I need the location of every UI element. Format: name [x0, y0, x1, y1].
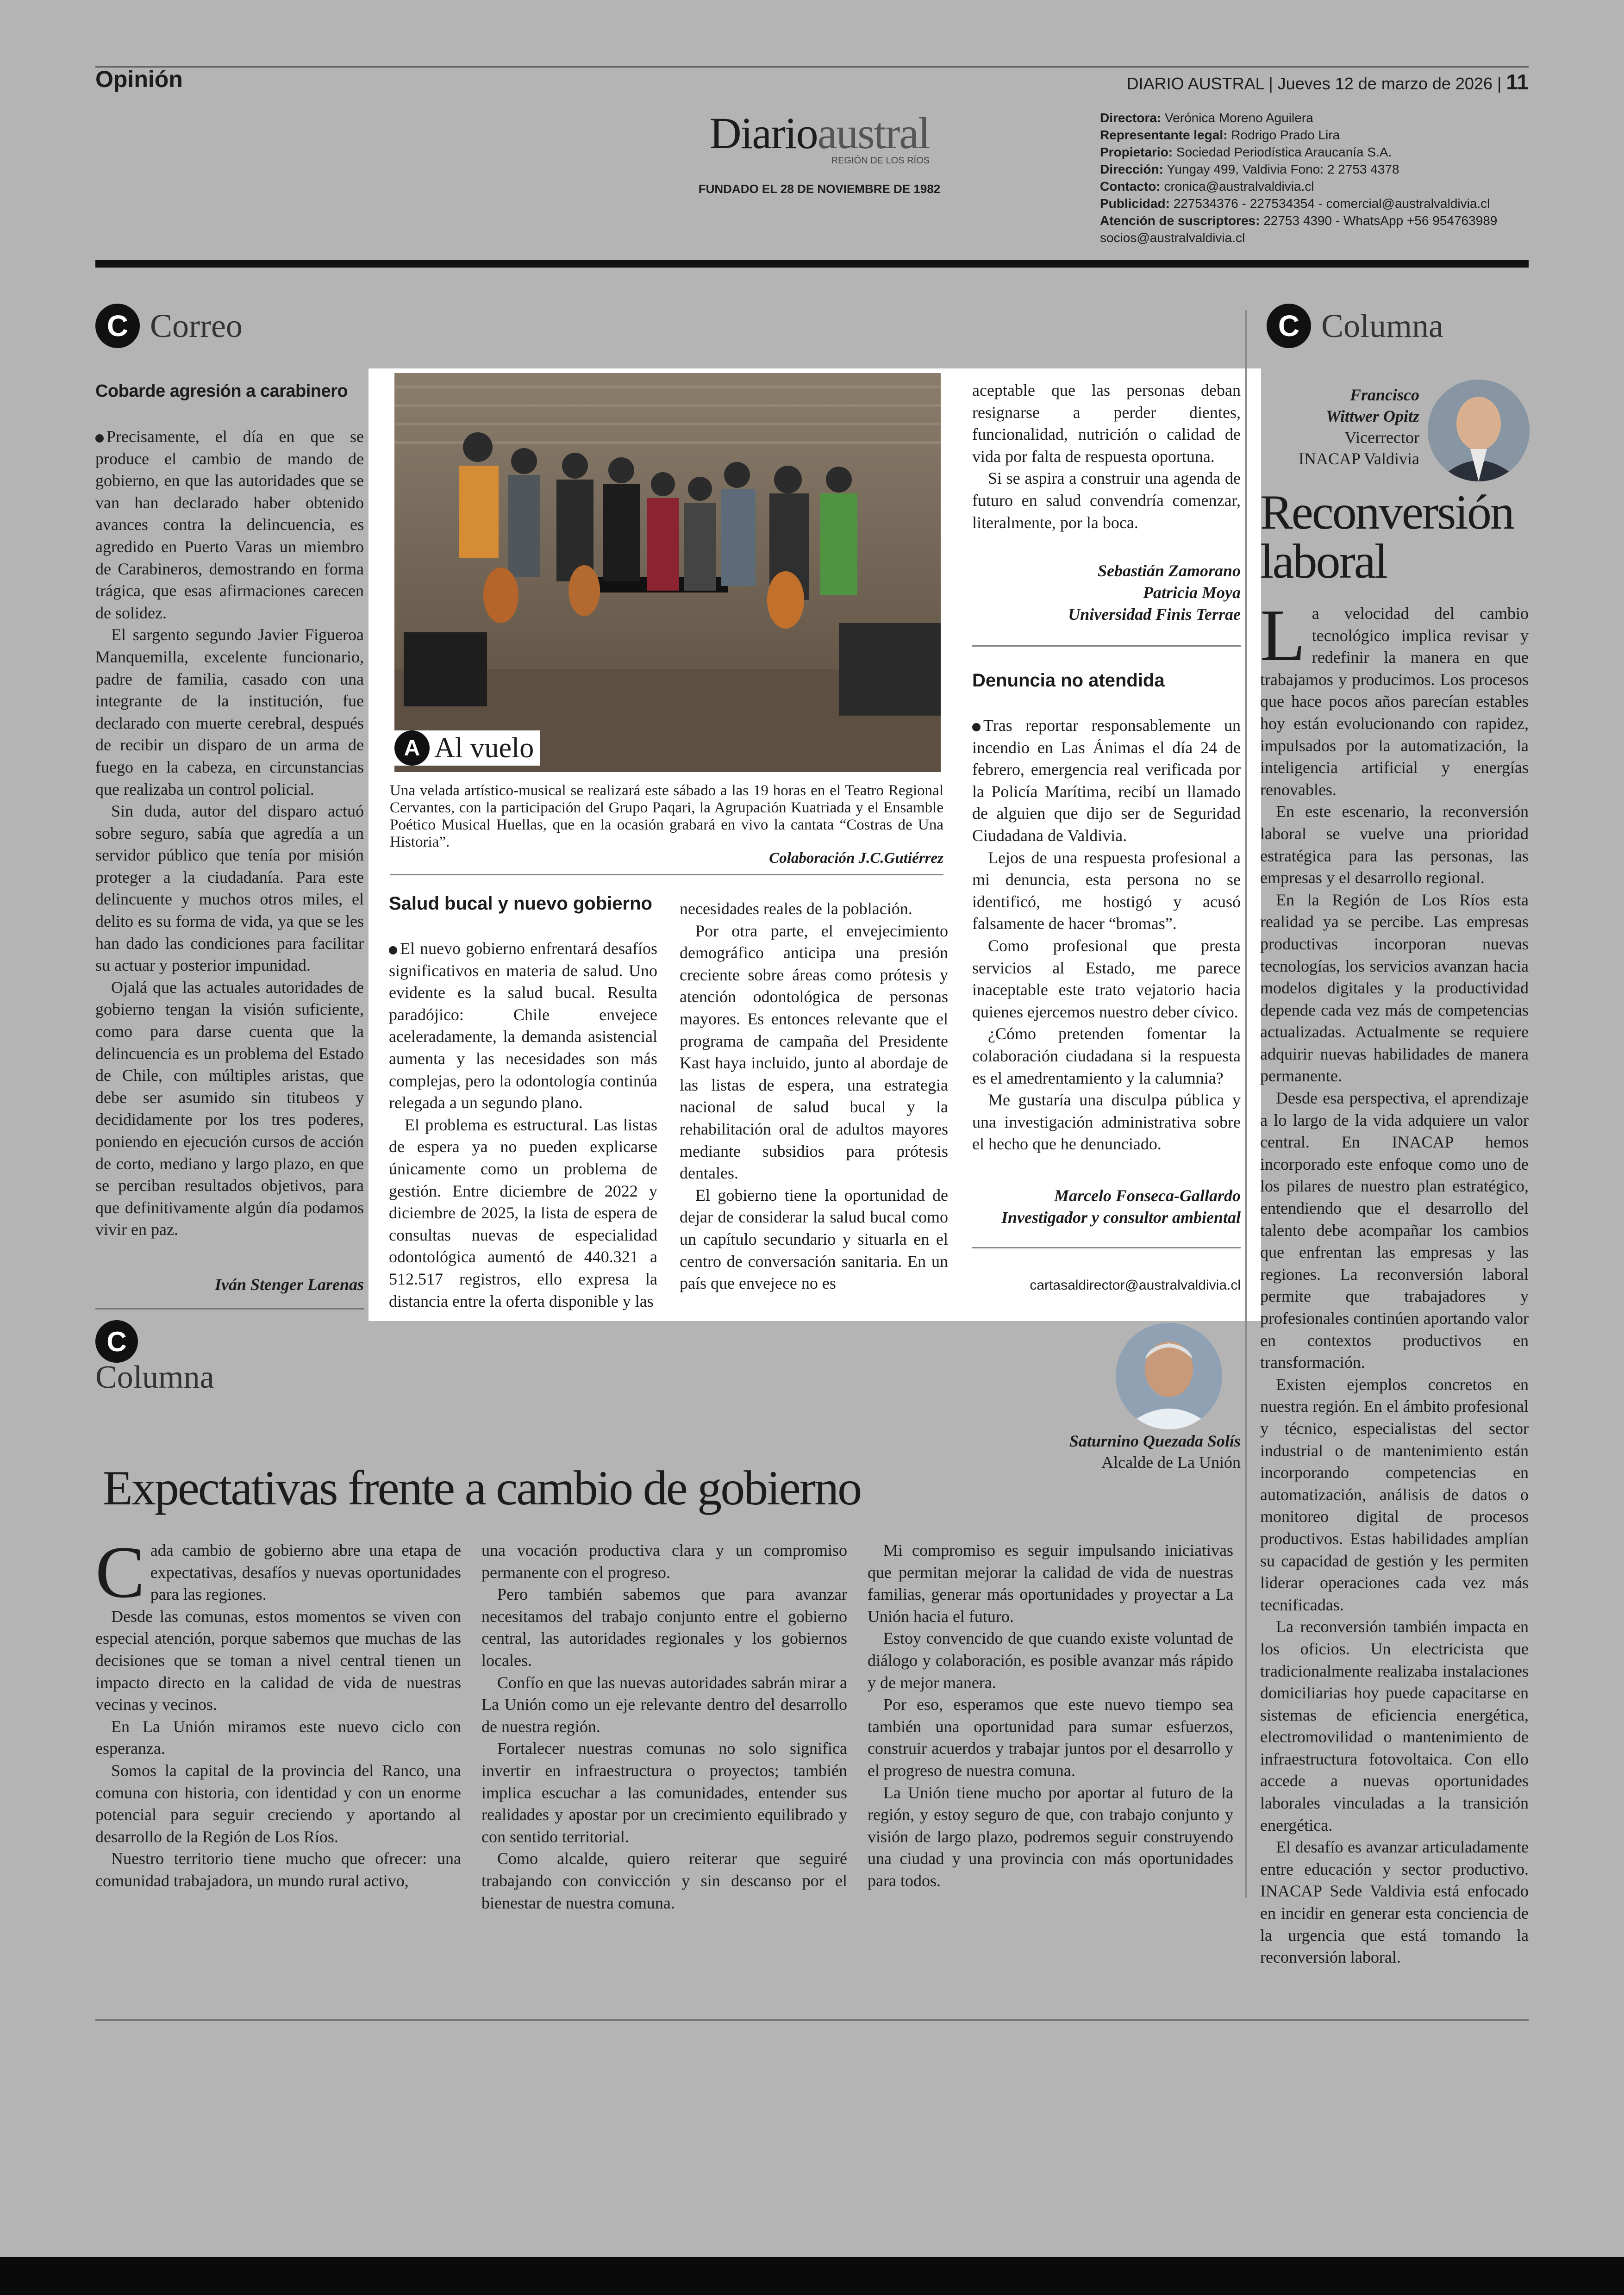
paragraph: Pero también sabemos que para avanzar necesitamos del trabajo conjunto entre el gobierno central, las autoridades regionales y los gobiernos locales.	[481, 1585, 847, 1670]
paragraph: ¿Cómo pretenden fomentar la colaboración ciudadana si la respuesta es el amedrentamiento y la calumnia?	[972, 1024, 1241, 1087]
letter1-signature: Iván Stenger Larenas	[214, 1275, 364, 1294]
columna-bottom-col1	[95, 1531, 461, 1892]
divider	[390, 874, 943, 875]
paragraph: El gobierno tiene la oportunidad de dejar de considerar la salud bucal como un capítulo secundario y situarla en el centro de conversación sanitaria. En un país que envejece no es	[680, 1185, 948, 1293]
paragraph: Tras reportar responsablemente un incendio en Las Ánimas el día 24 de febrero, emergencia real verificada por la Policía Marítima, recibí un llamado de alguien que dijo ser de Seguridad Ciudadana de Valdivia.	[972, 716, 1241, 845]
paragraph: La Unión tiene mucho por aportar al futuro de la región, y estoy seguro de que, con trabajo conjunto y visión de largo plazo, podremos seguir construyendo una ciudad y una provincia con más oportunidades para todos.	[868, 1783, 1233, 1890]
paragraph: Como profesional que presta servicios al Estado, me parece inaceptable este trato vejatorio hacia quienes ejercemos nuestro deber cívico.	[972, 936, 1241, 1021]
paragraph: El desafío es avanzar articuladamente entre educación y sector productivo. INACAP Sede Valdivia está enfocado en incidir en generar esta conciencia de la urgencia que está tomando la reconversión laboral.	[1260, 1838, 1529, 1967]
author-role: Alcalde de La Unión	[1101, 1453, 1241, 1472]
masthead	[1100, 109, 1497, 246]
photo-label	[394, 730, 540, 766]
letter2-signature: Sebastián Zamorano Patricia Moya Universidad Finis Terrae	[1068, 561, 1241, 624]
photo-label-text: Al vuelo	[434, 732, 534, 764]
paragraph: Si se aspira a construir una agenda de futuro en salud convendría comenzar, literalmente, por la boca.	[972, 469, 1241, 532]
letter3-signature: Marcelo Fonseca-Gallardo Investigador y consultor ambiental	[1001, 1186, 1241, 1227]
columna-bottom-col2	[481, 1540, 847, 1914]
columna-bottom-label: Columna	[95, 1360, 214, 1395]
paragraph: Como alcalde, quiero reiterar que seguiré trabajando con convicción y sin descanso por el bienestar de nuestra comuna.	[481, 1849, 847, 1912]
divider	[972, 1247, 1241, 1248]
columna-right-body	[1260, 594, 1529, 1969]
columna-bottom-title: Expectativas frente a cambio de gobierno	[103, 1461, 861, 1515]
letter1-body	[95, 426, 364, 1241]
paragraph: Ojalá que las actuales autoridades de gobierno tengan la visión suficiente, como para darse cuenta que la delincuencia es un problema del Estado de Chile, con múltiples aristas, que debe ser asumido sin titubeos y decididamente por los tres poderes, poniendo en ejecución cursos de acción de corto, mediano y largo plazo, en que se perciban resultados objetivos, para que definitivamente algún día podamos vivir en paz.	[95, 978, 364, 1239]
paragraph: Desde esa perspectiva, el aprendizaje a lo largo de la vida adquiere un valor central. En INACAP hemos incorporado este enfoque como uno de los pilares de nuestro plan estratégico, entendiendo que el desarrollo del talento debe acompañar los cambios que enfrentan las empresas y las regiones. La reconversión laboral permite que trabajadores y profesionales continúen aportando valor en contextos productivos en transformación.	[1260, 1089, 1529, 1372]
paragraph: Nuestro territorio tiene mucho que ofrecer: una comunidad trabajadora, un mundo rural activo,	[95, 1849, 461, 1890]
paragraph: Sin duda, autor del disparo actuó sobre seguro, sabía que agredía a un servidor público que tenía por misión proteger a la ciudadanía. Para este delincuente y muchos otros miles, el delito es su forma de vida, ya que se les han dado las condiciones para facilitar su actuar y posterior impunidad.	[95, 802, 364, 975]
author-last-name: Wittwer Opitz	[1326, 407, 1419, 425]
header-thick-rule	[95, 260, 1529, 268]
divider	[95, 1308, 364, 1310]
photo-caption: Una velada artístico-musical se realizará este sábado a las 19 horas en el Teatro Regional Cervantes, con la participación del Grupo Paqari, la Agrupación Kuatriada y el Ensamble Poético Musical Huellas, que en la ocasión grabará en vivo la cantata “Costras de Una Historia”.	[390, 782, 943, 850]
masthead-row: Propietario: Sociedad Periodística Araucanía S.A.	[1100, 145, 1392, 159]
paragraph: Me gustaría una disculpa pública y una investigación administrativa sobre el hecho que he denunciado.	[972, 1091, 1241, 1154]
masthead-row: Publicidad: 227534376 - 227534354 - comercial@australvaldivia.cl	[1100, 196, 1490, 211]
paper-date: DIARIO AUSTRAL | Jueves 12 de marzo de 2026 |	[1126, 74, 1502, 93]
paper-meta	[1127, 69, 1529, 94]
letter1-title: Cobarde agresión a carabinero	[95, 381, 348, 401]
logo-main: Diario	[709, 108, 818, 158]
paragraph: una vocación productiva clara y un compromiso permanente con el progreso.	[481, 1541, 847, 1582]
section-badge: C	[95, 304, 140, 348]
author-institution: INACAP Valdivia	[1299, 449, 1419, 468]
column-divider	[1245, 310, 1247, 1898]
bullet-icon	[389, 946, 397, 954]
author-first-name: Francisco	[1349, 386, 1419, 404]
paragraph: necesidades reales de la población.	[680, 899, 912, 918]
page-number: 11	[1506, 70, 1529, 94]
logo	[671, 108, 968, 196]
paragraph: Por otra parte, el envejecimiento demográfico anticipa una presión creciente sobre áreas como prótesis y atención odontológica de personas mayores. Es entonces relevante que el programa de campaña del Presidente Kast haya incluido, junto al abordaje de las listas de espera, una estrategia nacional de salud bucal y la rehabilitación oral de adultos mayores mediante subsidios para prótesis dentales.	[680, 921, 948, 1183]
columna-bottom-col3	[868, 1540, 1233, 1892]
group-photo-image	[394, 373, 941, 772]
paragraph: Confío en que las nuevas autoridades sabrán mirar a La Unión como un eje relevante dentro del desarrollo de nuestra región.	[481, 1673, 847, 1736]
paragraph: Mi compromiso es seguir impulsando iniciativas que permitan mejorar la calidad de vida de nuestras familias, generar más oportunidades y proyectar a La Unión hacia el futuro.	[868, 1541, 1233, 1626]
letter2-col2	[680, 898, 948, 1295]
author-portrait-image	[1428, 380, 1530, 481]
paragraph: Existen ejemplos concretos en nuestra región. En el ámbito profesional y técnico, especialistas del sector industrial o de mantenimiento están incorporando competencias en automatización, análisis de datos o monitoreo digital de procesos productivos. Estas habilidades amplían su capacidad de gestión y les permiten liderar operaciones cada vez más tecnificadas.	[1260, 1375, 1529, 1614]
paragraph: aceptable que las personas deban resignarse a perder dientes, funcionalidad, nutrición o calidad de vida por falta de respuesta oportuna.	[972, 381, 1241, 466]
paragraph: En la Región de Los Ríos esta realidad ya se percibe. Las empresas productivas incorporan nuevas tecnologías, los servicios avanzan hacia modelos digitales y la productividad depende cada vez más de competencias actualizadas. Actualmente se requiere adquirir nuevas habilidades de manera permanente.	[1260, 890, 1529, 1085]
letter3-body	[972, 715, 1241, 1155]
paragraph: Estoy convencido de que cuando existe voluntad de diálogo y colaboración, es posible avanzar más rápido y de mejor manera.	[868, 1629, 1233, 1692]
paragraph: La reconversión también impacta en los oficios. Un electricista que tradicionalmente realizaba instalaciones domiciliarias hoy puede capacitarse en sistemas de eficiencia energética, electromovilidad o mantenimiento de infraestructura fotovoltaica. Con ello accede a nuevas oportunidades laborales vinculadas a la transición energética.	[1260, 1617, 1529, 1834]
paragraph: Desde las comunas, estos momentos se viven con especial atención, porque sabemos que muchas de las decisiones que se toman a nivel central tienen un impacto directo en la calidad de vida de nuestras vecinas y vecinos.	[95, 1607, 461, 1714]
letter3-title: Denuncia no atendida	[972, 670, 1165, 691]
photo-badge: A	[394, 730, 430, 766]
columna-right-header	[1267, 304, 1443, 348]
author-avatar	[1428, 380, 1530, 481]
paragraph: El sargento segundo Javier Figueroa Manquemilla, excelente funcionario, padre de familia, casado con una integrante de la institución, fue declarado con muerte cerebral, después de recibir un disparo de un arma de fuego en la cabeza, en circunstancias que realizaba un control policial.	[95, 625, 364, 798]
paragraph: En La Unión miramos este nuevo ciclo con esperanza.	[95, 1717, 461, 1758]
divider	[972, 645, 1241, 647]
letter2-title: Salud bucal y nuevo gobierno	[389, 893, 652, 914]
correo-header	[95, 304, 243, 348]
logo-sub: REGIÓN DE LOS RÍOS	[831, 156, 930, 166]
author-role: Vicerrector	[1344, 428, 1419, 447]
paragraph: El problema es estructural. Las listas de espera ya no pueden explicarse únicamente como un problema de gestión. Entre diciembre de 2022 y diciembre de 2025, la lista de espera de consultas nuevas de especialidad odontológica aumentó de 440.321 a 512.517 registros, ello expresa la distancia entre la oferta disponible y las	[389, 1115, 657, 1310]
correo-label: Correo	[150, 307, 243, 344]
section-badge: C	[95, 1320, 138, 1363]
photo-credit: Colaboración J.C.Gutiérrez	[769, 850, 943, 867]
drop-cap: C	[95, 1531, 145, 1613]
author-avatar	[1116, 1323, 1222, 1429]
letter2-col1	[389, 938, 657, 1312]
logo-wordmark	[671, 108, 968, 158]
masthead-row: Dirección: Yungay 499, Valdivia Fono: 2 2753 4378	[1100, 162, 1399, 176]
paragraph: El nuevo gobierno enfrentará desafíos significativos en materia de salud. Uno evidente es la salud bucal. Resulta paradójico: Chile envejece aceleradamente, la demanda asistencial aumenta y las necesidades son más complejas, pero la odontología continúa relegada a un segundo plano.	[389, 939, 657, 1112]
section-badge: C	[1267, 304, 1311, 348]
founded-line: FUNDADO EL 28 DE NOVIEMBRE DE 1982	[698, 182, 941, 196]
author-name: Saturnino Quezada Solís	[1069, 1432, 1241, 1450]
paragraph: Somos la capital de la provincia del Ranco, una comuna con historia, con identidad y con un enorme potencial para seguir creciendo y aportando al desarrollo de la Región de Los Ríos.	[95, 1761, 461, 1846]
columna-bottom-header	[95, 1320, 214, 1396]
masthead-row: Contacto: cronica@australvaldivia.cl	[1100, 179, 1314, 193]
author-portrait-image	[1116, 1323, 1222, 1429]
masthead-row: Atención de suscriptores: 22753 4390 - WhatsApp +56 954763989	[1100, 213, 1498, 228]
paragraph: ada cambio de gobierno abre una etapa de expectativas, desafíos y nuevas oportunidades para las regiones.	[150, 1541, 461, 1604]
columna-right-author	[1264, 384, 1419, 469]
bullet-icon	[972, 723, 981, 731]
photo-al-vuelo	[394, 373, 941, 772]
masthead-row: Representante legal: Rodrigo Prado Lira	[1100, 128, 1340, 142]
paragraph: a velocidad del cambio tecnológico implica revisar y redefinir la manera en que trabajamos y producimos. Los procesos que hace pocos años parecían estables hoy están evolucionando con rapidez, impulsados por la automatización, la inteligencia artificial y energías renovables.	[1260, 604, 1529, 799]
paragraph: En este escenario, la reconversión laboral se vuelve una prioridad estratégica para las personas, las empresas y el desarrollo regional.	[1260, 802, 1529, 887]
masthead-row: Directora: Verónica Moreno Aguilera	[1100, 111, 1313, 125]
letter2-col3	[972, 380, 1241, 534]
bullet-icon	[95, 434, 104, 443]
masthead-row: socios@australvaldivia.cl	[1100, 231, 1245, 245]
section-title: Opinión	[95, 66, 183, 92]
logo-accent: austral	[817, 108, 930, 158]
header-top-rule	[95, 66, 1529, 68]
drop-cap: L	[1260, 594, 1305, 676]
columna-right-label: Columna	[1321, 307, 1443, 344]
columna-right-title: Reconversión laboral	[1260, 485, 1513, 588]
paragraph: Por eso, esperamos que este nuevo tiempo sea también una oportunidad para sumar esfuerzos, construir acuerdos y trabajar juntos por el desarrollo y el progreso de nuestra comuna.	[868, 1695, 1233, 1780]
bottom-bar	[0, 2257, 1624, 2295]
paragraph: Precisamente, el día en que se produce el cambio de mando de gobierno, en que las autoridades que se van han declarado haber obtenido avances contra la delincuencia, es agredido en Puerto Varas un miembro de Carabineros, demostrando en forma trágica, que esas afirmaciones carecen de solidez.	[95, 427, 364, 622]
letters-email-link[interactable]: cartasaldirector@australvaldivia.cl	[1030, 1278, 1241, 1293]
paragraph: Lejos de una respuesta profesional a mi denuncia, esta persona no se identificó, me hostigó y acusó falsamente de hacer “bromas”.	[972, 848, 1241, 933]
footer-rule	[95, 2019, 1529, 2021]
paragraph: Fortalecer nuestras comunas no solo significa invertir en infraestructura o proyectos; también implica escuchar a las comunidades, entender sus realidades y apostar por un crecimiento equilibrado y con sentido territorial.	[481, 1739, 847, 1846]
